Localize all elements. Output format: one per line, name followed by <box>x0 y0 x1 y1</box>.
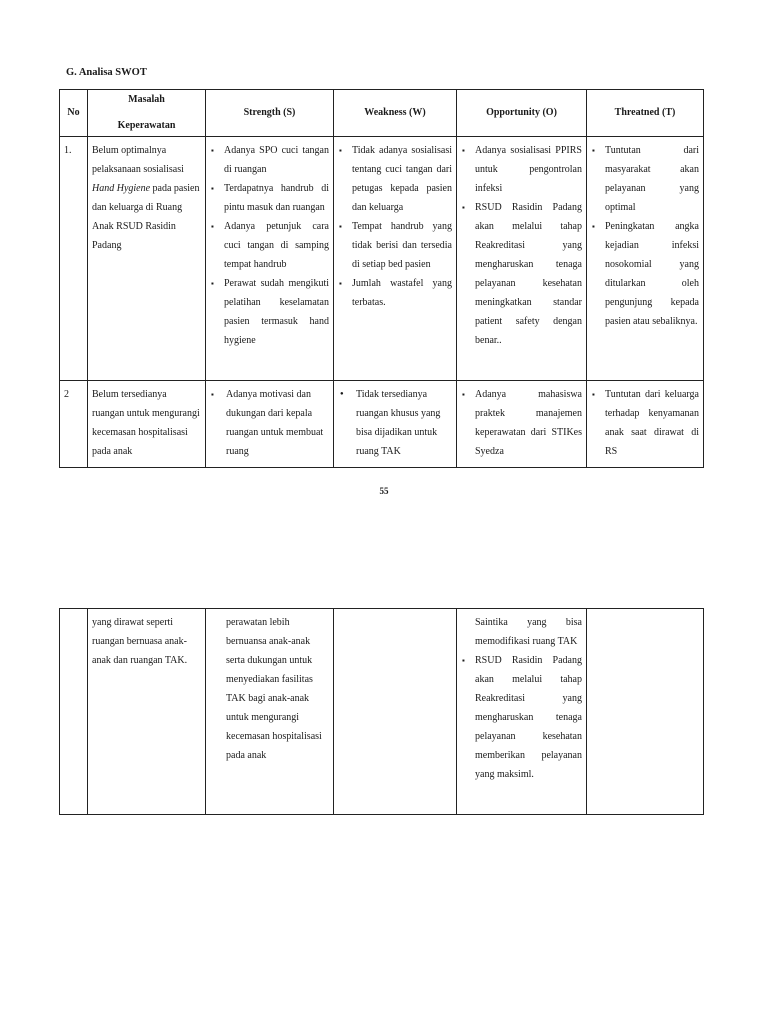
table-header-row <box>60 90 704 137</box>
list-item: ▪ Peningkatan angka kejadian infeksi nosokomial yang ditularkan oleh pengunjung kepada pasien atau sebaliknya. <box>591 217 699 331</box>
list-item: ▪ Tuntutan dari keluarga terhadap kenyamanan anak saat dirawat di RS <box>591 385 699 461</box>
weakness-list <box>338 141 452 312</box>
header-threat: Threatned (T) <box>587 90 704 137</box>
list-item: ● Tidak tersedianya ruangan khusus yang bisa dijadikan untuk ruang TAK <box>338 385 452 461</box>
list-item: ▪ RSUD Rasidin Padang akan melalui tahap Reakreditasi yang mengharuskan tenaga pelayanan kesehatan meningkatkan standar patient safety dengan benar.. <box>461 198 582 350</box>
header-opportunity: Opportunity (O) <box>457 90 587 137</box>
masalah-text-b: pada pasien dan keluarga di Ruang Anak RSUD Rasidin Padang <box>92 183 200 251</box>
list-item: ▪ Tidak adanya sosialisasi tentang cuci tangan dari petugas kepada pasien dan keluarga <box>338 141 452 217</box>
list-item: ▪ Adanya mahasiswa praktek manajemen keperawatan dari STIKes Syedza <box>461 385 582 461</box>
list-item: ▪ Jumlah wastafel yang terbatas. <box>338 274 452 312</box>
list-item: ▪ Adanya petunjuk cara cuci tangan di samping tempat handrub <box>210 217 329 274</box>
masalah-cell: yang dirawat seperti ruangan bernuasa anak-anak dan ruangan TAK. <box>92 617 188 666</box>
masalah-text-a: Belum optimalnya pelaksanaan sosialisasi <box>92 145 184 175</box>
header-masalah-line1: Masalah <box>128 94 165 105</box>
strength-list <box>210 141 329 350</box>
header-weakness: Weakness (W) <box>334 90 457 137</box>
header-strength: Strength (S) <box>206 90 334 137</box>
list-item: ▪ Adanya sosialisasi PPIRS untuk pengontrolan infeksi <box>461 141 582 198</box>
table-row <box>60 381 704 468</box>
list-item: ▪ Tempat handrub yang tidak berisi dan tersedia di setiap bed pasien <box>338 217 452 274</box>
list-item: ▪ Adanya SPO cuci tangan di ruangan <box>210 141 329 179</box>
strength-continued: perawatan lebih bernuansa anak-anak serta dukungan untuk menyediakan fasilitas TAK bagi anak-anak untuk mengurangi kecemasan hospitalisasi pada anak <box>226 617 322 761</box>
masalah-cell: Belum tersedianya ruangan untuk mengurangi kecemasan hospitalisasi pada anak <box>92 389 200 457</box>
weakness-list <box>338 385 452 461</box>
swot-table <box>59 89 704 468</box>
header-masalah <box>88 90 206 137</box>
table-row <box>60 609 704 815</box>
list-item: ▪ Adanya motivasi dan dukungan dari kepala ruangan untuk membuat ruang <box>210 385 329 461</box>
list-item: ▪ Perawat sudah mengikuti pelatihan keselamatan pasien termasuk hand hygiene <box>210 274 329 350</box>
header-masalah-line2: Keperawatan <box>117 120 176 131</box>
list-item: ▪ Tuntutan dari masyarakat akan pelayanan yang optimal <box>591 141 699 217</box>
section-title: G. Analisa SWOT <box>66 67 147 78</box>
header-no: No <box>60 90 88 137</box>
strength-list <box>210 385 329 461</box>
masalah-cell <box>88 137 205 261</box>
page-number: 55 <box>379 486 389 496</box>
masalah-text-italic: Hand Hygiene <box>92 183 151 194</box>
threat-list <box>591 141 699 331</box>
opportunity-continued: Saintika yang bisa memodifikasi ruang TAK <box>475 617 582 647</box>
threat-list <box>591 385 699 461</box>
table-row <box>60 137 704 381</box>
swot-table-continued <box>59 608 704 815</box>
opportunity-list <box>461 385 582 461</box>
row-number: 1. <box>64 145 72 156</box>
row-number: 2 <box>64 389 69 400</box>
list-item: ▪ Terdapatnya handrub di pintu masuk dan ruangan <box>210 179 329 217</box>
list-item: ▪ RSUD Rasidin Padang akan melalui tahap Reakreditasi yang mengharuskan tenaga pelayanan kesehatan memberikan pelayanan yang maksiml. <box>461 651 582 784</box>
opportunity-list <box>461 141 582 350</box>
opportunity-list <box>461 651 582 784</box>
